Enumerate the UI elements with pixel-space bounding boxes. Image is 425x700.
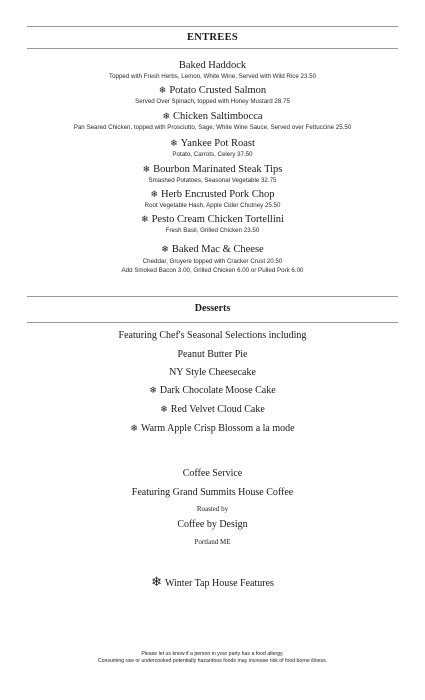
top-divider xyxy=(27,26,398,27)
entree-desc: Potato, Carrots, Celery 37.50 xyxy=(172,151,253,158)
entree-desc: Served Over Spinach, topped with Honey Mustard 28.75 xyxy=(135,98,290,105)
entree-desc: Root Vegetable Hash, Apple Cider Chutney 25.50 xyxy=(144,202,281,209)
snowflake-icon: ❄ xyxy=(142,165,151,175)
snowflake-icon: ❄ xyxy=(162,112,170,122)
snowflake-icon: ❄ xyxy=(170,139,178,149)
coffee-location: Portland ME xyxy=(194,538,231,546)
entree-name: ❄ Yankee Pot Roast xyxy=(170,138,255,149)
tap-house-features: ❄ Winter Tap House Features xyxy=(151,575,274,590)
entree-desc: Cheddar, Gruyere topped with Cracker Crust 20.50 xyxy=(142,258,283,265)
snowflake-icon: ❄ xyxy=(160,405,168,415)
desserts-intro: Featuring Chef's Seasonal Selections including xyxy=(118,330,307,341)
coffee-roasted-by: Roasted by xyxy=(196,505,229,513)
entree-name: ❄ Baked Mac & Cheese xyxy=(161,244,264,255)
desserts-heading-divider xyxy=(27,322,398,323)
entree-name: ❄ Herb Encrusted Pork Chop xyxy=(150,189,275,200)
dessert-item: Peanut Butter Pie xyxy=(177,349,248,360)
dessert-item: NY Style Cheesecake xyxy=(169,367,256,378)
entree-name: ❄ Bourbon Marinated Steak Tips xyxy=(142,164,283,175)
allergy-notice: Please let us know if a person in your party has a food allergy. xyxy=(141,651,284,657)
entree-name: ❄ Potato Crusted Salmon xyxy=(158,85,267,96)
entree-name: ❄ Chicken Saltimbocca xyxy=(162,111,263,122)
coffee-roaster: Coffee by Design xyxy=(177,519,248,530)
raw-food-warning: Consuming raw or undercooked potentially hazardous foods may increase risk of food borne illness. xyxy=(97,658,328,664)
coffee-title: Coffee Service xyxy=(182,468,243,479)
desserts-heading: Desserts xyxy=(194,303,231,314)
entree-desc-addons: Add Smoked Bacon 3.00, Grilled Chicken 6.00 or Pulled Pork 6.00 xyxy=(121,267,304,274)
entree-desc: Pan Seared Chicken, topped with Prosciutto, Sage, White Wine Sauce, Served over Fettuccine 25.50 xyxy=(73,124,352,131)
entree-name: ❄ Pesto Cream Chicken Tortellini xyxy=(141,214,284,225)
desserts-top-divider xyxy=(27,296,398,297)
entree-desc: Fresh Basil, Grilled Chicken 23.50 xyxy=(165,227,260,234)
snowflake-icon: ❄ xyxy=(158,86,167,96)
entrees-heading: ENTREES xyxy=(186,32,239,43)
entree-name: Baked Haddock xyxy=(178,60,247,71)
snowflake-icon: ❄ xyxy=(150,190,159,200)
coffee-featuring: Featuring Grand Summits House Coffee xyxy=(131,487,294,498)
dessert-item: ❄ Red Velvet Cloud Cake xyxy=(160,404,265,415)
dessert-item: ❄ Warm Apple Crisp Blossom a la mode xyxy=(130,423,295,434)
snowflake-icon: ❄ xyxy=(141,215,149,225)
snowflake-icon: ❄ xyxy=(161,245,169,255)
snowflake-icon: ❄ xyxy=(151,575,162,590)
entree-desc: Smashed Potatoes, Seasonal Vegetable 32.75 xyxy=(148,177,277,184)
entrees-heading-divider xyxy=(27,48,398,49)
snowflake-icon: ❄ xyxy=(149,386,157,396)
entree-desc: Topped with Fresh Herbs, Lemon, White Wine, Served with Wild Rice 23.50 xyxy=(108,73,317,80)
snowflake-icon: ❄ xyxy=(130,424,138,434)
dessert-item: ❄ Dark Chocolate Moose Cake xyxy=(149,385,276,396)
